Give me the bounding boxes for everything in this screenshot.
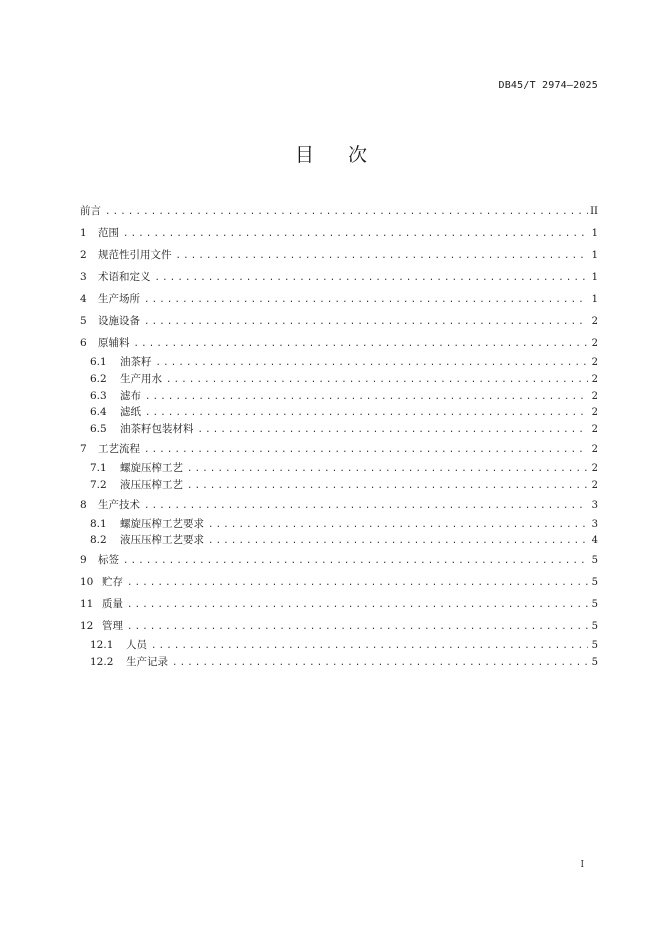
toc-dot-leader [208, 517, 588, 534]
toc-entry-label: 管理 [102, 620, 123, 633]
toc-entry-label: 液压压榨工艺 [120, 478, 183, 491]
toc-title [0, 140, 662, 167]
toc-entry-page: 5 [591, 621, 598, 633]
toc-title-char-2: 次 [348, 144, 368, 166]
toc-entry[interactable] [80, 571, 598, 593]
toc-entry-number: 6.2 [90, 372, 107, 385]
toc-entry[interactable] [80, 549, 598, 571]
toc-entry-number: 11 [80, 598, 94, 611]
toc-entry-label: 人员 [126, 639, 147, 652]
toc-entry-page: 1 [591, 294, 598, 305]
toc-dot-leader [127, 616, 588, 638]
toc-entry-label: 质量 [102, 598, 123, 611]
toc-dot-leader [127, 572, 588, 594]
toc-dot-leader [172, 655, 588, 672]
toc-entry-number: 8.2 [90, 534, 107, 547]
table-of-contents [80, 200, 598, 671]
toc-dot-leader [187, 478, 588, 495]
toc-entry-number: 12.2 [90, 655, 114, 668]
toc-entry-number: 6.5 [90, 423, 107, 436]
toc-entry-label: 工艺流程 [98, 442, 140, 455]
toc-dot-leader [187, 461, 588, 478]
toc-dot-leader [156, 355, 589, 372]
toc-entry[interactable] [80, 288, 598, 310]
toc-entry-label: 滤纸 [120, 406, 141, 419]
toc-entry[interactable] [80, 266, 598, 288]
toc-entry-page: II [590, 206, 598, 217]
toc-dot-leader [123, 550, 588, 572]
toc-entry-label: 规范性引用文件 [98, 249, 172, 261]
toc-entry-page: 1 [591, 272, 598, 283]
toc-entry-number: 7.1 [90, 461, 107, 474]
toc-entry-number: 1 [80, 227, 87, 239]
toc-entry-page: 2 [591, 407, 598, 419]
toc-entry-page: 5 [591, 640, 598, 652]
toc-entry-number: 8 [80, 498, 87, 511]
toc-dot-leader [123, 223, 588, 245]
document-code: DB45/T 2974—2025 [498, 80, 598, 91]
toc-entry-number: 4 [80, 293, 87, 305]
toc-entry-label: 液压压榨工艺要求 [120, 534, 204, 547]
toc-subentry[interactable] [80, 421, 598, 438]
toc-dot-leader [208, 533, 588, 550]
toc-entry-number: 6.3 [90, 389, 107, 402]
toc-entry-label: 范围 [98, 227, 119, 239]
toc-subentry[interactable] [80, 354, 598, 371]
toc-entry-page: 2 [591, 338, 598, 349]
toc-entry[interactable] [80, 593, 598, 615]
toc-subentry[interactable] [80, 477, 598, 494]
footer-page-number: I [580, 860, 584, 870]
toc-entry-page: 3 [591, 499, 598, 511]
toc-entry-number: 2 [80, 249, 87, 261]
toc-dot-leader [144, 495, 588, 517]
toc-entry[interactable] [80, 200, 598, 222]
toc-dot-leader [144, 311, 588, 333]
toc-dot-leader [127, 594, 588, 616]
toc-entry-label: 贮存 [102, 576, 123, 589]
toc-entry-page: 5 [591, 577, 598, 589]
toc-entry-number: 12 [80, 620, 94, 633]
toc-entry-label: 设施设备 [98, 315, 140, 327]
toc-dot-leader [145, 405, 588, 422]
toc-entry-number: 6.4 [90, 406, 107, 419]
toc-entry-label: 生产场所 [98, 293, 140, 305]
toc-entry-page: 2 [591, 443, 598, 455]
toc-subentry[interactable] [80, 404, 598, 421]
toc-entry[interactable] [80, 332, 598, 354]
toc-entry-page: 3 [591, 518, 598, 530]
toc-entry-number: 10 [80, 576, 94, 589]
toc-entry-page: 2 [591, 316, 598, 327]
toc-entry-label: 生产记录 [126, 655, 168, 668]
toc-entry-number: 7.2 [90, 478, 107, 491]
toc-entry-page: 1 [591, 228, 598, 239]
toc-entry-number: 7 [80, 442, 87, 455]
toc-entry-label: 前言 [80, 205, 101, 217]
toc-entry-page: 5 [591, 555, 598, 567]
toc-subentry[interactable] [80, 388, 598, 405]
toc-dot-leader [176, 245, 589, 267]
toc-entry-page: 2 [591, 357, 598, 368]
toc-entry-label: 术语和定义 [98, 271, 151, 283]
toc-entry[interactable] [80, 438, 598, 460]
toc-dot-leader [151, 638, 588, 655]
toc-entry-label: 油茶籽 [120, 356, 152, 368]
toc-title-char-1: 目 [294, 144, 314, 166]
toc-entry-page: 5 [591, 599, 598, 611]
toc-entry[interactable] [80, 494, 598, 516]
toc-entry-label: 标签 [98, 554, 119, 567]
toc-entry[interactable] [80, 615, 598, 637]
toc-dot-leader [144, 439, 588, 461]
toc-dot-leader [134, 333, 589, 355]
toc-entry-number: 9 [80, 554, 87, 567]
toc-entry-page: 2 [591, 424, 598, 436]
toc-entry[interactable] [80, 222, 598, 244]
toc-entry-page: 4 [591, 535, 598, 547]
toc-dot-leader [166, 372, 588, 389]
toc-entry-label: 油茶籽包装材料 [120, 423, 194, 436]
toc-entry-number: 3 [80, 271, 87, 283]
toc-dot-leader [144, 289, 588, 311]
toc-entry-number: 12.1 [90, 639, 114, 652]
toc-dot-leader [198, 422, 589, 439]
toc-subentry[interactable] [80, 532, 598, 549]
toc-entry-label: 生产技术 [98, 498, 140, 511]
toc-subentry[interactable] [80, 654, 598, 671]
toc-entry-number: 5 [80, 315, 87, 327]
toc-entry-label: 生产用水 [120, 372, 162, 385]
toc-entry-page: 2 [591, 462, 598, 474]
toc-subentry[interactable] [80, 637, 598, 654]
toc-entry[interactable] [80, 310, 598, 332]
toc-entry-number: 6.1 [90, 356, 107, 368]
toc-dot-leader [145, 389, 588, 406]
toc-dot-leader [155, 267, 589, 289]
toc-entry-page: 1 [591, 250, 598, 261]
toc-subentry[interactable] [80, 516, 598, 533]
toc-entry-page: 2 [591, 390, 598, 402]
toc-dot-leader [105, 201, 588, 223]
toc-entry-label: 螺旋压榨工艺要求 [120, 517, 204, 530]
toc-entry-label: 原辅料 [98, 337, 130, 349]
toc-entry-number: 6 [80, 337, 87, 349]
toc-entry-number: 8.1 [90, 517, 107, 530]
toc-entry-label: 滤布 [120, 389, 141, 402]
toc-subentry[interactable] [80, 460, 598, 477]
toc-subentry[interactable] [80, 371, 598, 388]
toc-entry-label: 螺旋压榨工艺 [120, 461, 183, 474]
toc-entry-page: 2 [591, 479, 598, 491]
toc-entry-page: 2 [591, 373, 598, 385]
toc-entry-page: 5 [591, 656, 598, 668]
toc-entry[interactable] [80, 244, 598, 266]
